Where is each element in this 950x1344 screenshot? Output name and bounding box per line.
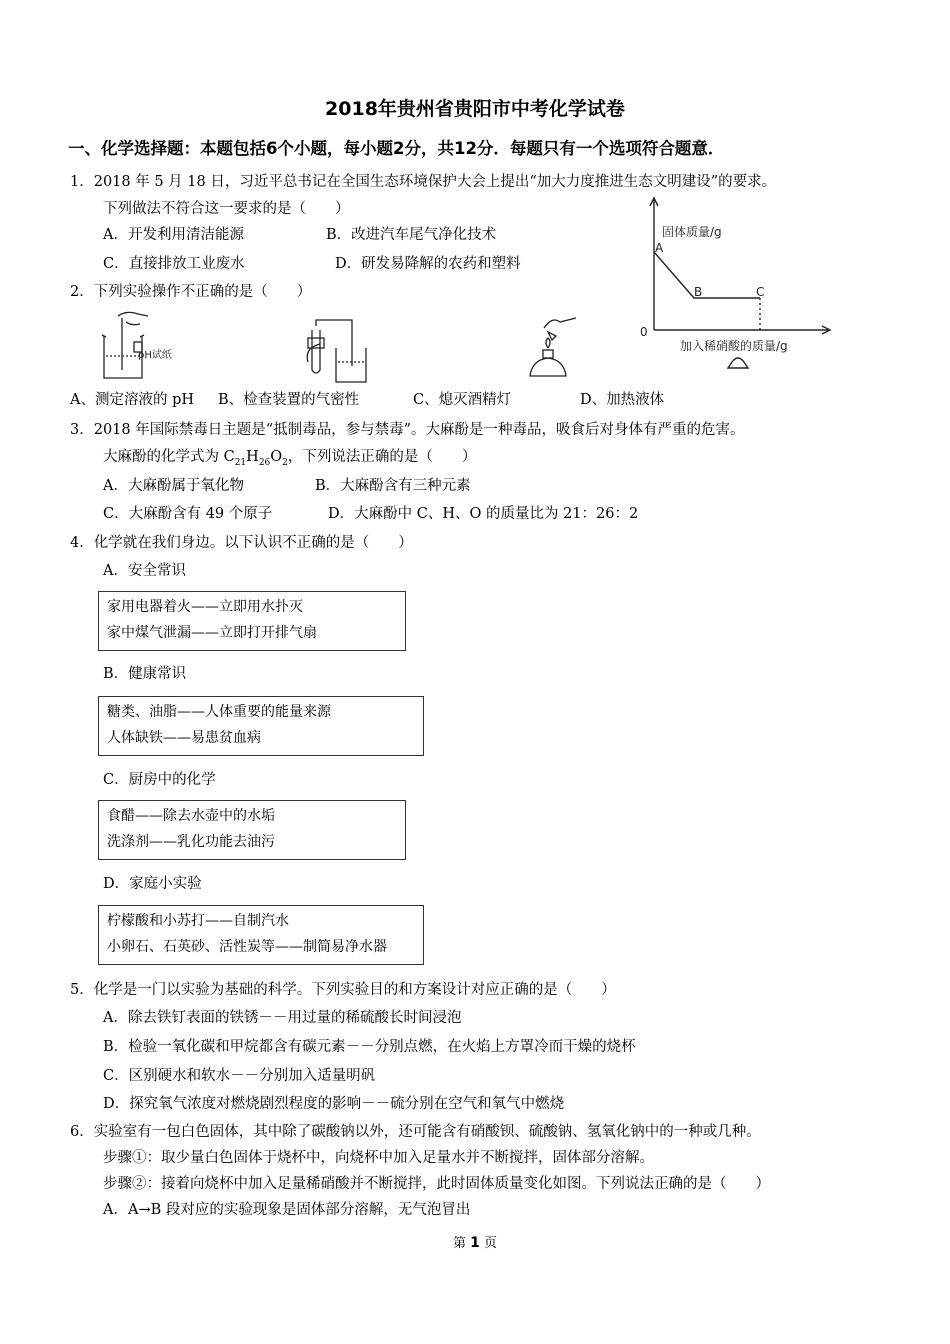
q4-a-line-1: 家用电器着火——立即用水扑灭: [107, 599, 303, 615]
q6-step-2: 步骤②：接着向烧杯中加入足量稀硝酸并不断搅拌，此时固体质量变化如图。下列说法正确的是（ ）: [103, 1176, 770, 1192]
x-axis-label: 加入稀硝酸的质量/g: [680, 339, 788, 353]
ph-paper-label: pH试纸: [138, 350, 172, 361]
q3-option-d: D．大麻酚中 C、H、O 的质量比为 21：26：2: [328, 506, 639, 522]
q4-a-line-2: 家中煤气泄漏——立即打开排气扇: [107, 625, 317, 641]
q1-option-a: A．开发利用清洁能源: [103, 227, 244, 243]
mass-curve: [654, 252, 760, 298]
q3-stem-2: 大麻酚的化学式为 $C_{21}H_{26}O_2$，下列说法正确的是（ ）: [103, 449, 477, 468]
page-title: 2018年贵州省贵阳市中考化学试卷: [325, 98, 625, 120]
q3-option-a: A．大麻酚属于氧化物: [103, 478, 244, 494]
q2-stem: 2．下列实验操作不正确的是（ ）: [70, 284, 312, 300]
q1-stem: 1．2018 年 5 月 18 日，习近平总书记在全国生态环境保护大会上提出“加大力度推进生态文明建设”的要求。: [70, 174, 777, 190]
q2-option-b: B、检查装置的气密性: [218, 392, 360, 408]
page-number: 第 1 页: [452, 1235, 498, 1251]
origin-label: 0: [640, 325, 648, 339]
q5-option-c: C．区别硬水和软水－－分别加入适量明矾: [103, 1068, 376, 1084]
solid-mass-graph: [636, 190, 836, 380]
q4-c-line-1: 食醋——除去水壶中的水垢: [107, 808, 275, 824]
q1-stem-2: 下列做法不符合这一要求的是（ ）: [103, 201, 350, 217]
q4-option-b-label: B．健康常识: [103, 666, 187, 682]
q4-b-line-1: 糖类、油脂——人体重要的能量来源: [107, 704, 331, 720]
q4-stem: 4．化学就在我们身边。以下认识不正确的是（ ）: [70, 535, 413, 551]
q5-option-d: D．探究氧气浓度对燃烧剧烈程度的影响－－硫分别在空气和氧气中燃烧: [103, 1096, 565, 1112]
q3-option-c: C．大麻酚含有 49 个原子: [103, 506, 273, 522]
q4-c-line-2: 洗涤剂——乳化功能去油污: [107, 834, 275, 850]
point-c-label: C: [756, 285, 765, 299]
q2-option-c: C、熄灭酒精灯: [413, 392, 512, 408]
q5-stem: 5．化学是一门以实验为基础的科学。下列实验目的和方案设计对应正确的是（ ）: [70, 982, 616, 998]
q3-option-b: B．大麻酚含有三种元素: [315, 478, 471, 494]
y-axis-label: 固体质量/g: [662, 225, 722, 239]
q1-option-d: D．研发易降解的农药和塑料: [335, 256, 521, 272]
q4-option-c-label: C．厨房中的化学: [103, 772, 216, 788]
q6-step-1: 步骤①：取少量白色固体于烧杯中，向烧杯中加入足量水并不断搅拌，固体部分溶解。: [103, 1150, 654, 1166]
point-a-label: A: [655, 241, 664, 255]
q2-option-d: D、加热液体: [580, 392, 665, 408]
ph-test-illustration: [98, 306, 198, 384]
q4-option-d-box: [98, 905, 424, 965]
q5-option-b: B．检验一氧化碳和甲烷都含有碳元素－－分别点燃，在火焰上方罩冷而干燥的烧杯: [103, 1039, 636, 1055]
section-heading: 一、化学选择题：本题包括6个小题，每小题2分，共12分．每题只有一个选项符合题意．: [68, 139, 725, 158]
q4-option-d-label: D．家庭小实验: [103, 876, 202, 892]
q4-b-line-2: 人体缺铁——易患贫血病: [107, 730, 261, 746]
q4-option-a-label: A．安全常识: [103, 563, 186, 579]
q3-stem: 3．2018 年国际禁毒日主题是“抵制毒品，参与禁毒”。大麻酚是一种毒品，吸食后对身体有严重的危害。: [70, 422, 745, 438]
q5-option-a: A．除去铁钉表面的铁锈－－用过量的稀硫酸长时间浸泡: [103, 1010, 462, 1026]
q1-option-b: B．改进汽车尾气净化技术: [326, 227, 497, 243]
airtightness-illustration: [300, 318, 375, 384]
q6-option-a: A．A→B 段对应的实验现象是固体部分溶解，无气泡冒出: [103, 1202, 471, 1218]
alcohol-lamp-illustration: [518, 312, 588, 382]
q4-option-a-box: [98, 591, 406, 651]
q1-option-c: C．直接排放工业废水: [103, 256, 245, 272]
point-b-label: B: [694, 285, 703, 299]
q6-stem: 6．实验室有一包白色固体，其中除了碳酸钠以外，还可能含有硝酸钡、硫酸钠、氢氧化钠中的一种或几种。: [70, 1124, 761, 1140]
q4-d-line-2: 小卵石、石英砂、活性炭等——制简易净水器: [107, 939, 387, 955]
q2-option-a: A、测定溶液的 pH: [70, 392, 195, 408]
q4-option-c-box: [98, 800, 406, 860]
q4-option-b-box: [98, 696, 424, 756]
q4-d-line-1: 柠檬酸和小苏打——自制汽水: [107, 913, 289, 929]
